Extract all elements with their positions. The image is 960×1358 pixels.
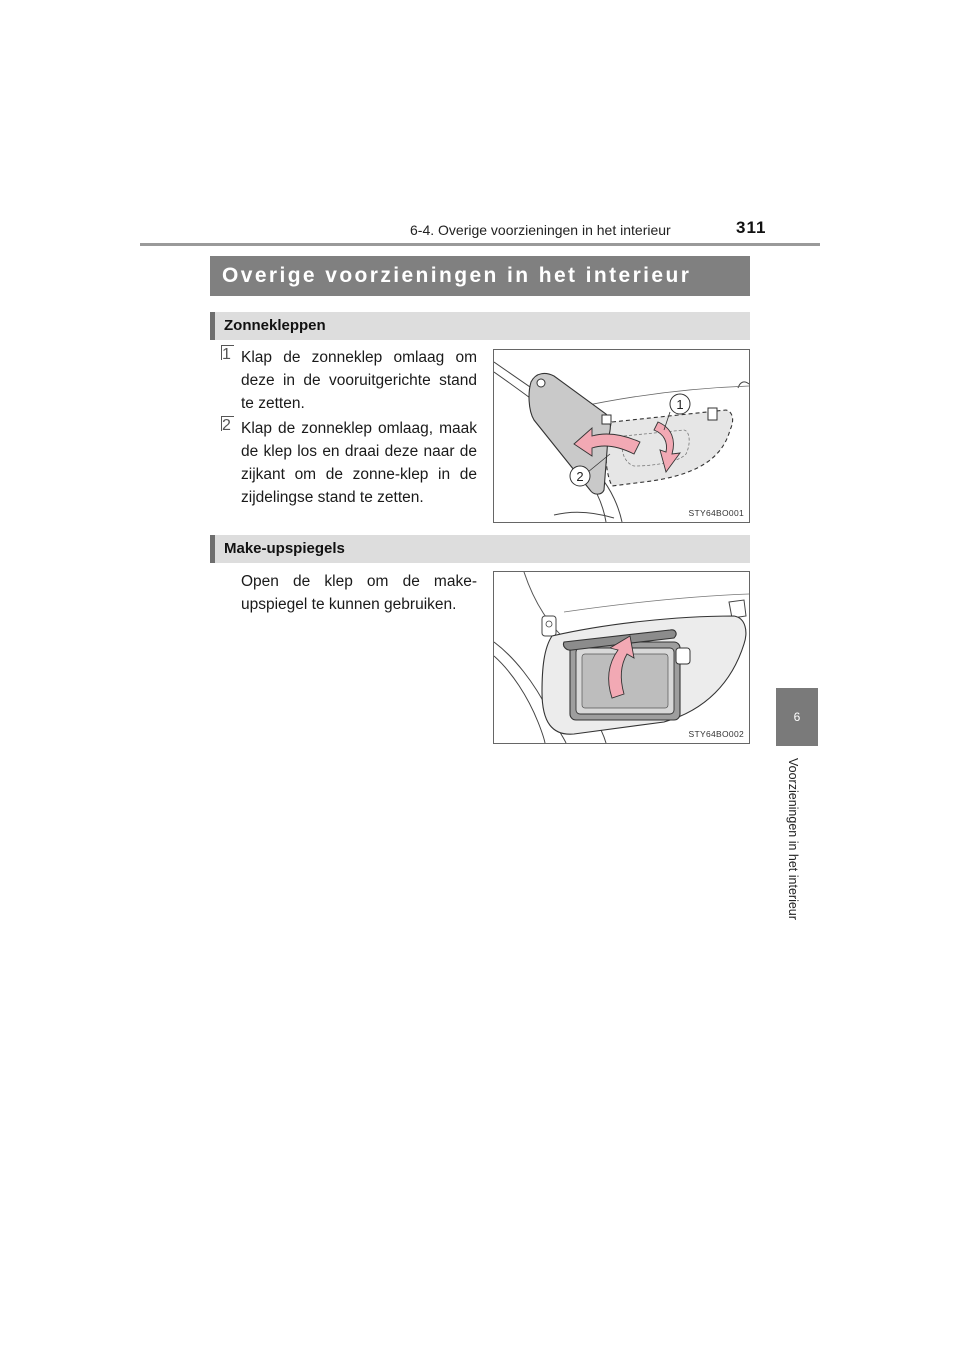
vanity-mirror-drawing [494, 572, 749, 743]
chapter-side-label-text: Voorzieningen in het interieur [786, 758, 800, 920]
chapter-tab-number: 6 [793, 710, 801, 724]
figure-code-1: STY64BO001 [688, 508, 744, 518]
page-title: Overige voorzieningen in het interieur [210, 256, 750, 296]
figure-code-2: STY64BO002 [688, 729, 744, 739]
chapter-side-label [778, 758, 818, 948]
callout-2-label: 2 [576, 469, 584, 484]
step-text-2: Klap de zonneklep omlaag, maak de klep los en draai deze naar de zijkant om de zonne-klep in de zijdelingse stand te zetten. [241, 420, 477, 506]
vanity-mirror-illustration [493, 571, 750, 744]
page-number: 311 [736, 218, 767, 237]
section-heading-sun-visors: Zonnekleppen [210, 312, 750, 340]
sun-visor-illustration [493, 349, 750, 523]
running-header-section: 6-4. Overige voorzieningen in het interieur [410, 222, 671, 238]
section-heading-vanity-mirrors: Make-upspiegels [210, 535, 750, 563]
header-rule [140, 243, 820, 246]
step-number-2: 2 [222, 417, 236, 435]
vanity-mirror-text: Open de klep om de make-upspiegel te kunnen gebruiken. [241, 573, 477, 613]
chapter-tab [776, 688, 818, 746]
step-number-1: 1 [222, 346, 236, 364]
callout-1-label: 1 [676, 397, 684, 412]
step-text-1: Klap de zonneklep omlaag om deze in de vooruitgerichte stand te zetten. [241, 349, 477, 412]
sun-visor-drawing [494, 350, 749, 522]
